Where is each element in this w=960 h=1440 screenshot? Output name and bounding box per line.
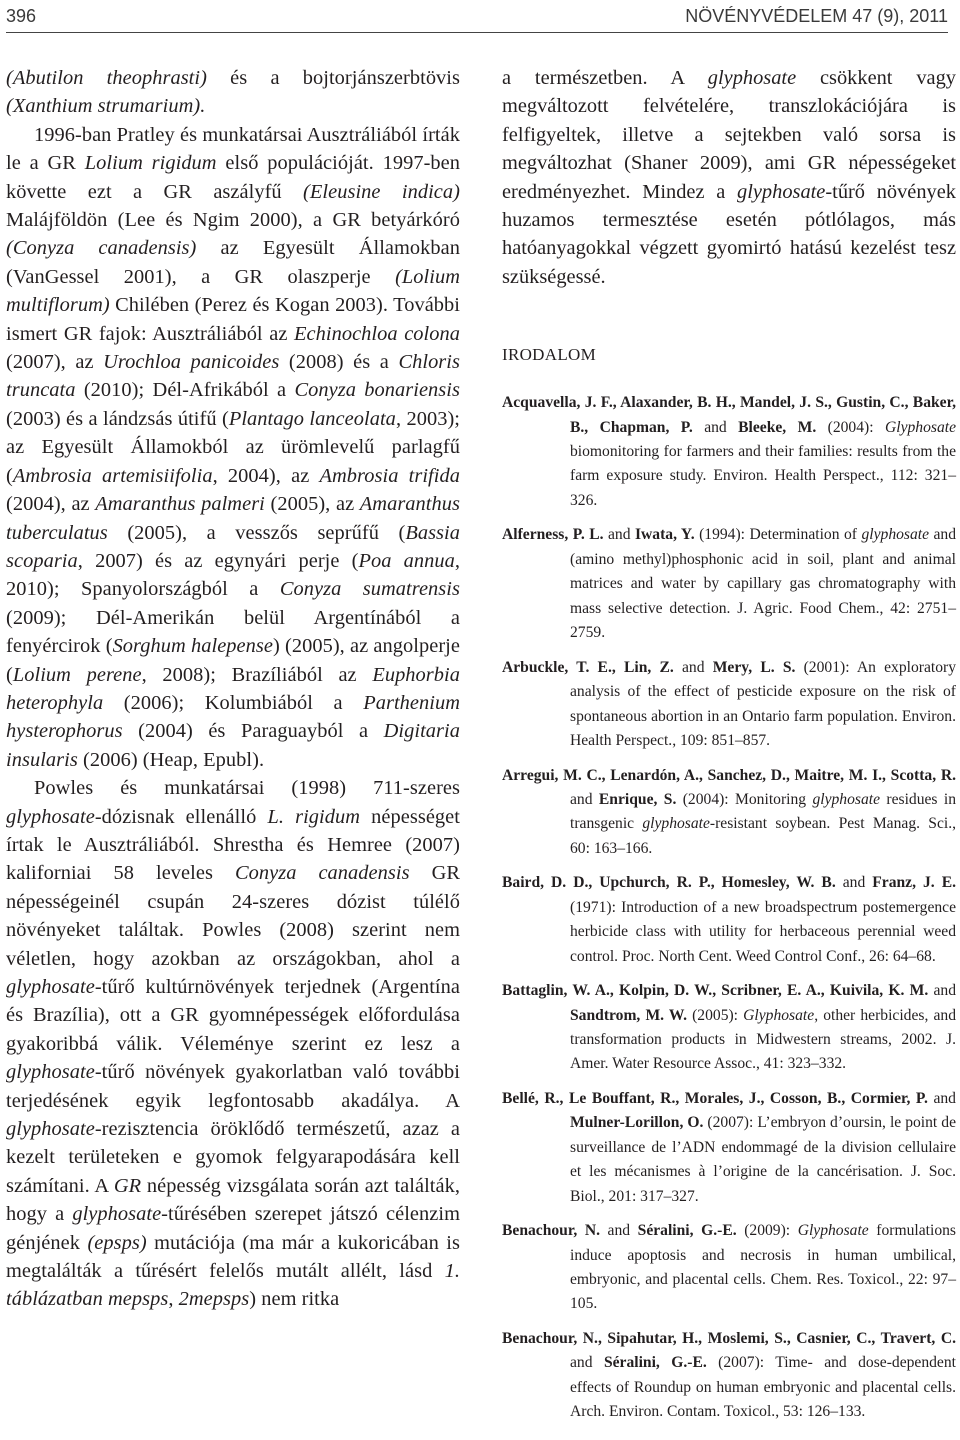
text-run: ) (2005), az angolperje (: [6, 635, 460, 686]
text-run: and: [599, 1222, 638, 1240]
reference-item: [502, 979, 956, 1077]
author-names: Séralini, G.-E.: [603, 1354, 707, 1372]
text-run: (2003) és a lándzsás útifű (: [6, 407, 229, 430]
body-paragraph-3: [6, 774, 460, 1314]
italic-term: glyphosate: [72, 1203, 162, 1226]
italic-term: 2mepsps: [178, 1288, 250, 1311]
reference-list: [502, 391, 956, 1424]
italic-term: (Lolium multiflorum): [6, 265, 460, 317]
body-paragraph-4: [502, 64, 956, 291]
text-run: (1994): Determination of: [694, 526, 862, 544]
author-names: Bleeke, M.: [738, 418, 817, 436]
author-names: Alferness, P. L.: [502, 526, 604, 544]
text-run: (2004), az: [6, 493, 96, 516]
text-run: , 2007) és az egynyári perje (: [77, 549, 359, 572]
text-run: (2009):: [736, 1222, 798, 1240]
text-run: and: [835, 874, 873, 892]
italic-term: Euphorbia heterophyla: [6, 663, 460, 714]
text-run: Powles és munkatársai (1998) 711-szeres: [34, 777, 460, 800]
reference-item: [502, 656, 956, 754]
author-names: Arbuckle, T. E., Lin, Z.: [502, 658, 674, 676]
italic-term: GR: [113, 1174, 142, 1197]
text-run: Malájföldön (Lee és Ngim 2000), a GR betyárkóró: [6, 209, 460, 232]
italic-term: Parthenium hysterophorus: [6, 691, 460, 743]
text-run: (2007), az: [6, 351, 104, 374]
text-run: (2007): L’embryon d’oursin, le point de surveillance de l’ADN endommagé de la division cellulaire et les mécanismes à l’origine de la cancérisation. J. Soc. Biol., 201: 317–327.: [570, 1114, 957, 1205]
italic-term: (epsps): [87, 1231, 147, 1254]
italic-term: Sorghum halepense: [112, 635, 273, 658]
author-names: Franz, J. E.: [872, 874, 957, 892]
italic-term: (Conyza canadensis): [6, 237, 197, 260]
italic-term: Glyphosate: [743, 1006, 815, 1024]
italic-term: Echinochloa colona: [294, 322, 460, 345]
italic-term: Conyza bonariensis: [294, 379, 460, 402]
text-run: első populációját. 1997-ben követte ezt a GR aszályfű: [6, 152, 460, 203]
right-column: [502, 64, 956, 1435]
header-rule: [6, 32, 948, 33]
journal-title: NÖVÉNYVÉDELEM 47 (9), 2011: [685, 6, 948, 26]
text-run: -tűrésében szerepet játszó célenzim génjének: [6, 1203, 460, 1254]
text-run: ,: [168, 1288, 179, 1311]
text-run: (2005), az: [264, 493, 360, 516]
text-run: (2004): Monitoring: [676, 790, 813, 808]
author-names: Mery, L. S.: [712, 658, 796, 676]
text-run: GR népességeinél csupán 24-szeres dózist túlélő növényeket találtak. Powles (2008) szerint nem véletlen, hogy azokban az országokban, ahol a: [6, 862, 461, 970]
text-run: népességet írtak le Ausztráliából. Shrestha és Hemree (2007) kaliforniai 58 leveles: [6, 805, 460, 885]
italic-term: Ambrosia artemisiifolia: [12, 464, 213, 487]
text-run: , 2008); Brazíliából az: [141, 663, 373, 686]
italic-term: Lolium perene: [12, 663, 142, 686]
italic-term: (Eleusine indica): [303, 180, 460, 203]
italic-term: 1. táblázatban mepsps: [6, 1260, 460, 1311]
author-names: Arregui, M. C., Lenardón, A., Sanchez, D., Maitre, M. I., Scotta, R.: [502, 766, 956, 784]
text-run: and: [570, 1354, 604, 1372]
text-run: (2005):: [686, 1006, 744, 1024]
text-run: -rezisztencia öröklődő természetű, azaz a kezelt területeken e gyomok felgyarapodására kell számítani. A: [6, 1118, 460, 1197]
italic-term: Conyza canadensis: [234, 862, 410, 885]
text-run: csökkent vagy megváltozott felvételére, transzlokációjára is felfigyeltek, illetve a sejtekben való sorsa is megváltozhat (Shaner 2009), ami GR népességeket eredményezhet. Mindez a: [502, 67, 956, 203]
text-run: népesség vizsgálata során azt találták, hogy a: [6, 1174, 460, 1226]
italic-term: Amaranthus palmeri: [95, 493, 265, 516]
text-run: and: [928, 982, 956, 1000]
text-run: , 2004), az: [212, 464, 320, 487]
text-run: (2005), a vesszős seprűfű (: [107, 521, 406, 544]
italic-term: glyphosate: [642, 815, 710, 833]
italic-term: glyphosate: [861, 526, 930, 544]
reference-item: [502, 871, 956, 969]
italic-term: Amaranthus tuberculatus: [6, 493, 460, 544]
text-run: -resistant soybean. Pest Manag. Sci., 60: 163–166.: [570, 815, 956, 857]
text-run: formulations induce apoptosis and necrosis in human umbilical, embryonic, and placental cells. Chem. Res. Toxicol., 22: 97–105.: [570, 1222, 956, 1313]
italic-term: (Xanthium strumarium).: [6, 95, 206, 118]
text-run: (1971): Introduction of a new broadspectrum postemergence herbicide class with utility for herbaceous perennial weed control. Proc. North Cent. Weed Control Conf., 26: 64–68.: [570, 898, 956, 965]
references-heading: IRODALOM: [502, 345, 597, 365]
author-names: Sandtrom, M. W.: [570, 1006, 687, 1024]
italic-term: Conyza sumatrensis: [279, 578, 460, 601]
text-run: and: [603, 526, 635, 544]
italic-term: Chloris truncata: [6, 351, 460, 402]
reference-item: [502, 1327, 956, 1425]
italic-term: glyphosate: [707, 67, 797, 89]
italic-term: glyphosate: [6, 1118, 95, 1141]
text-run: -tűrő kultúrnövények terjednek (Argentína és Brazília), ott a GR gyomnépességek előfordulása gyakoribbá válik. Véleménye szerint ez lesz a: [6, 976, 460, 1055]
text-run: 1996-ban Pratley és munkatársai Ausztráliából írták le a GR: [6, 123, 460, 175]
text-run: (2006); Kolumbiából a: [103, 691, 364, 714]
italic-term: Lolium rigidum: [84, 152, 217, 175]
text-run: and: [692, 418, 739, 436]
author-names: Séralini, G.-E.: [637, 1222, 737, 1240]
left-column: [6, 64, 460, 1314]
text-run: az Egyesült Államokban (VanGessel 2001), a GR olaszperje: [6, 237, 460, 288]
italic-term: Digitaria insularis: [6, 720, 460, 771]
text-run: and: [927, 1089, 956, 1107]
text-run: és a bojtorjánszerbtövis: [206, 67, 461, 89]
text-run: (2009); Dél-Amerikán belül Argentínából a fenyércirok (: [6, 606, 460, 658]
italic-term: Plantago lanceolata: [228, 407, 396, 430]
text-run: (2006) (Heap, Epubl).: [77, 748, 265, 771]
italic-term: glyphosate: [6, 976, 95, 998]
text-run: and (amino methyl)phosphonic acid in soil, plant and animal matrices and water by capillary gas chromatography with mass selective detection. J. Agric. Food Chem., 42: 2751–2759.: [570, 526, 957, 642]
text-run: residues in transgenic: [570, 790, 957, 833]
italic-term: L. rigidum: [267, 805, 361, 828]
italic-term: glyphosate: [812, 790, 881, 808]
author-names: Baird, D. D., Upchurch, R. P., Homesley, W. B.: [502, 874, 836, 892]
text-run: , other herbicides, and transformation products in Midwestern streams, 2002. J. Amer. Water Resource Assoc., 41: 323–332.: [570, 1006, 956, 1073]
page-header: [6, 2, 948, 32]
text-run: (2010); Dél-Afrikából a: [75, 379, 295, 402]
body-paragraph-2: [6, 121, 460, 774]
text-run: Chilében (Perez és Kogan 2003). További ismert GR fajok: Ausztráliából az: [6, 294, 460, 345]
body-paragraph-1: [6, 64, 460, 121]
page-number: 396: [6, 6, 37, 26]
author-names: Benachour, N.: [502, 1222, 600, 1240]
reference-item: [502, 1219, 956, 1317]
reference-item: [502, 523, 956, 645]
text-run: (2004):: [816, 418, 885, 436]
italic-term: Bassia scoparia: [6, 521, 460, 572]
italic-term: glyphosate: [6, 805, 95, 828]
italic-term: Poa annua: [358, 549, 455, 572]
reference-item: [502, 1087, 956, 1209]
author-names: Enrique, S.: [598, 790, 677, 808]
text-run: , 2010); Spanyolországból a: [6, 549, 460, 601]
text-run: (2007): Time- and dose-dependent effects of Roundup on human embryonic and placental cells. Arch. Environ. Contam. Toxicol., 53: 126–133.: [570, 1354, 956, 1421]
author-names: Benachour, N., Sipahutar, H., Moslemi, S., Casnier, C., Travert, C.: [502, 1329, 956, 1347]
text-run: mutációja (ma már a kukoricában is megtalálták a tűrésért felelős mutált allélt, lásd: [6, 1231, 460, 1283]
text-run: biomonitoring for farmers and their families: results from the farm exposure study. Environ. Health Perspect., 112: 321–326.: [570, 443, 956, 509]
italic-term: (Abutilon theophrasti): [6, 67, 207, 89]
text-run: a természetben. A: [502, 67, 708, 89]
italic-term: Glyphosate: [797, 1222, 869, 1240]
text-run: (2008) és a: [279, 351, 399, 374]
author-names: Acquavella, J. F., Alaxander, B. H., Mandel, J. S., Gustin, C., Baker, B., Chapman, P.: [502, 394, 956, 436]
text-run: and: [570, 790, 599, 808]
text-run: -dózisnak ellenálló: [94, 805, 268, 828]
reference-item: [502, 391, 956, 513]
italic-term: glyphosate: [737, 180, 826, 203]
author-names: Mulner-Lorillon, O.: [570, 1114, 704, 1132]
author-names: Battaglin, W. A., Kolpin, D. W., Scribner, E. A., Kuivila, K. M.: [502, 982, 929, 1000]
author-names: Bellé, R., Le Bouffant, R., Morales, J., Cosson, B., Cormier, P.: [502, 1089, 928, 1107]
text-run: -tűrő növények gyakorlatban való további terjedésének egyik legfontosabb akadálya. A: [6, 1061, 460, 1112]
italic-term: Urochloa panicoides: [103, 351, 280, 374]
italic-term: glyphosate: [6, 1061, 95, 1084]
text-run: (2001): An exploratory analysis of the effect of pesticide exposure on the risk of spontaneous abortion in an Ontario farm population. Environ. Health Perspect., 109: 851–857.: [570, 658, 957, 749]
reference-item: [502, 764, 956, 862]
author-names: Iwata, Y.: [634, 526, 695, 544]
italic-term: Glyphosate: [884, 418, 956, 436]
text-run: (2004) és Paraguayból a: [122, 720, 384, 743]
text-run: , 2003); az Egyesült Államokból az ürömlevelű parlagfű (: [6, 407, 460, 487]
text-run: -tűrő növények huzamos termesztése esetén pótlólagos, más hatóanyagokkal végzett gyomirtó hatású kezelést tesz szükségessé.: [502, 180, 956, 288]
italic-term: Ambrosia trifida: [319, 464, 460, 487]
text-run: and: [673, 658, 713, 676]
text-run: ) nem ritka: [249, 1288, 340, 1311]
